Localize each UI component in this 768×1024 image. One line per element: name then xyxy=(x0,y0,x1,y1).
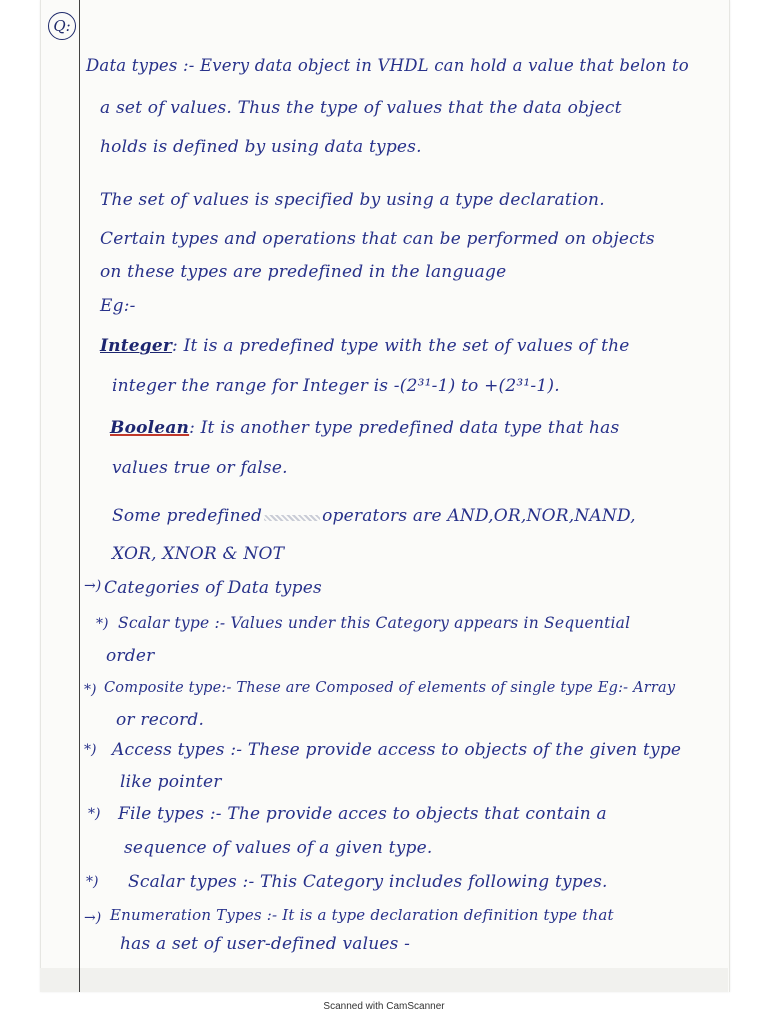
note-line-9: integer the range for Integer is -(2³¹-1) to +(2³¹-1). xyxy=(112,376,560,396)
note-line-15: Scalar type :- Values under this Category appears in Sequential xyxy=(118,614,631,632)
scanner-watermark: Scanned with CamScanner xyxy=(323,1001,445,1012)
note-line-16: order xyxy=(106,646,155,666)
note-line-25: has a set of user-defined values - xyxy=(120,934,411,954)
note-line-2: a set of values. Thus the type of values that the data object xyxy=(100,98,622,118)
term-boolean: Boolean xyxy=(110,418,190,438)
question-mark-circle: Q: xyxy=(48,12,76,40)
operators-intro: Some predefined xyxy=(112,506,263,526)
integer-definition: : It is a predefined type with the set of values of the xyxy=(172,336,630,356)
note-line-20: like pointer xyxy=(120,772,222,792)
note-line-8 xyxy=(100,336,630,356)
note-line-14: Categories of Data types xyxy=(104,578,322,598)
note-line-21: File types :- The provide acces to objects that contain a xyxy=(118,804,607,824)
note-line-7: Eg:- xyxy=(100,296,136,316)
note-line-23: Scalar types :- This Category includes following types. xyxy=(128,872,608,892)
note-line-18: or record. xyxy=(116,710,205,730)
note-line-24: Enumeration Types :- It is a type declaration definition type that xyxy=(110,906,614,924)
crossed-out-word xyxy=(264,511,320,521)
note-line-5: Certain types and operations that can be performed on objects xyxy=(100,229,655,249)
note-line-11: values true or false. xyxy=(112,458,288,478)
boolean-definition: : It is another type predefined data type that has xyxy=(189,418,620,438)
operators-list: operators are AND,OR,NOR,NAND, xyxy=(322,506,636,526)
note-line-12 xyxy=(112,506,636,526)
star-bullet: *) xyxy=(84,682,97,698)
note-line-4: The set of values is specified by using a type declaration. xyxy=(100,190,605,210)
arrow-bullet: →) xyxy=(84,910,102,926)
note-line-10 xyxy=(110,418,619,438)
star-bullet: *) xyxy=(84,742,97,758)
note-line-13: XOR, XNOR & NOT xyxy=(112,544,285,564)
note-line-3: holds is defined by using data types. xyxy=(100,137,422,157)
star-bullet: *) xyxy=(96,616,109,632)
margin-line xyxy=(79,0,80,992)
note-line-6: on these types are predefined in the language xyxy=(100,262,507,282)
note-line-17: Composite type:- These are Composed of elements of single type Eg:- Array xyxy=(104,680,676,696)
arrow-bullet: →) xyxy=(84,578,102,594)
note-line-22: sequence of values of a given type. xyxy=(124,838,433,858)
star-bullet: *) xyxy=(86,874,99,890)
star-bullet: *) xyxy=(88,806,101,822)
note-line-19: Access types :- These provide access to objects of the given type xyxy=(112,740,682,760)
page-bottom-edge xyxy=(40,968,728,992)
note-line-1: Data types :- Every data object in VHDL can hold a value that belon to xyxy=(86,56,689,75)
term-integer: Integer xyxy=(100,336,173,356)
